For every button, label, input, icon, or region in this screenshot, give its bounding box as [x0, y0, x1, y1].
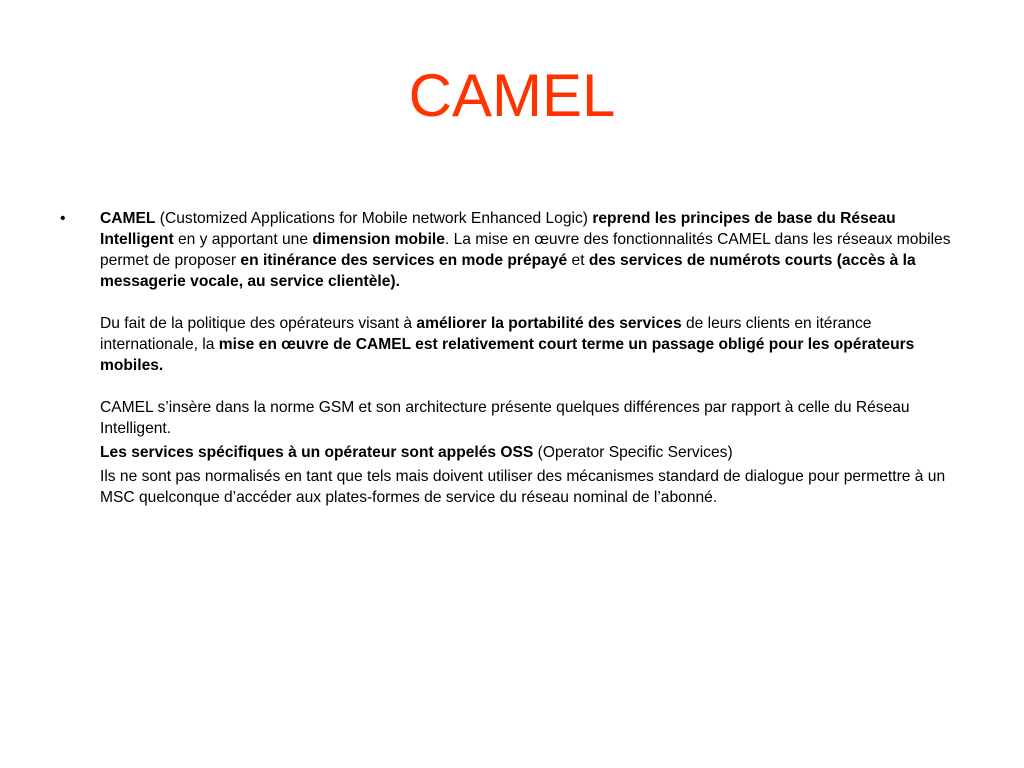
p1-itinerance: en itinérance des services en mode prépayé	[240, 252, 568, 269]
p1-expansion: (Customized Applications for Mobile network Enhanced Logic)	[155, 210, 593, 227]
p4-oss-expansion: (Operator Specific Services)	[533, 444, 733, 461]
p1-principes: reprend les principes de base du Réseau Intelligent	[100, 210, 896, 248]
p1-mise-en-oeuvre: . La mise en œuvre des fonctionnalités CAMEL dans les réseaux mobiles permet de proposer	[100, 231, 951, 269]
p1-camel: CAMEL	[100, 210, 156, 227]
bullet-paragraph	[60, 208, 960, 292]
paragraph-gsm	[60, 397, 960, 439]
p4-oss: Les services spécifiques à un opérateur sont appelés OSS	[100, 444, 534, 461]
p2-passage-oblige: mise en œuvre de CAMEL est relativement court terme un passage obligé pour les opérateurs mobiles.	[100, 336, 915, 374]
paragraph-normalises	[60, 466, 960, 508]
p1-apportant: en y apportant une	[173, 231, 313, 248]
p1-numeros-courts: des services de numérots courts (accès à la messagerie vocale, au service clientèle).	[100, 252, 916, 290]
p3-text: CAMEL s’insère dans la norme GSM et son architecture présente quelques différences par rapport à celle du Réseau Intelligent.	[100, 399, 910, 437]
p5-text: Ils ne sont pas normalisés en tant que tels mais doivent utiliser des mécanismes standard de dialogue pour permettre à un MSC quelconque d’accéder aux plates-formes de service du réseau nominal de l’abonné.	[100, 468, 946, 506]
p2-clients: de leurs clients en itérance internationale, la	[100, 315, 872, 353]
slide-body	[60, 208, 960, 508]
slide-title: CAMEL	[408, 62, 616, 129]
paragraph-portabilite	[60, 313, 960, 376]
p1-et: et	[567, 252, 589, 269]
paragraph-oss	[60, 442, 960, 463]
bullet-icon: •	[60, 210, 66, 227]
p1-dimension-mobile: dimension mobile	[312, 231, 445, 248]
p2-portabilite: améliorer la portabilité des services	[416, 315, 682, 332]
p2-intro: Du fait de la politique des opérateurs visant à	[100, 315, 417, 332]
